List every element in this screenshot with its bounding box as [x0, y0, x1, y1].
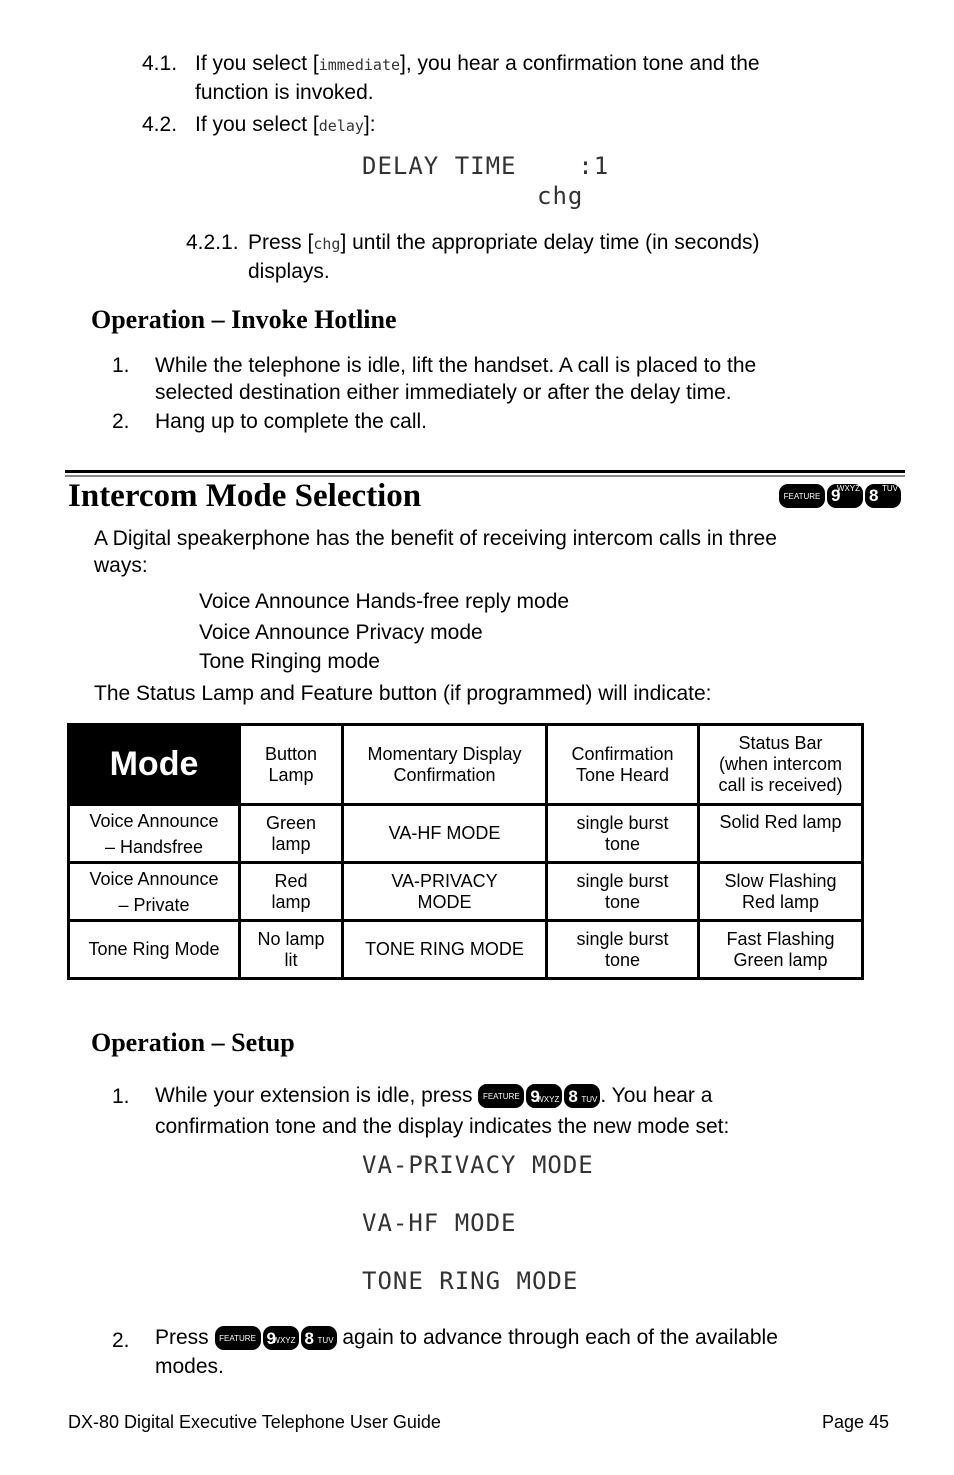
key-sequence-inline	[215, 1326, 337, 1350]
cell-button-lamp: Red lamp	[240, 863, 343, 921]
header-momentary-display: Momentary Display Confirmation	[343, 725, 547, 805]
mode-table	[67, 723, 864, 980]
status-intro: The Status Lamp and Feature button (if programmed) will indicate:	[94, 682, 712, 705]
header-button-lamp: Button Lamp	[240, 725, 343, 805]
lcd-display-va-privacy: VA-PRIVACY MODE	[362, 1151, 594, 1179]
cell-mode: Voice Announce – Handsfree	[69, 805, 240, 863]
hotline-item-2: Hang up to complete the call.	[155, 410, 427, 433]
section-rule-thin	[65, 475, 905, 477]
key-9-icon: 9 WXYZ	[827, 484, 863, 508]
lcd-option-immediate: immediate	[318, 56, 401, 74]
header-mode: Mode	[69, 725, 240, 805]
cell-mode: Tone Ring Mode	[69, 921, 240, 979]
step-4-1-text: If you select [immediate], you hear a confirmation tone and the function is invoked.	[195, 52, 760, 104]
page-number: Page 45	[822, 1412, 890, 1432]
setup-item-2-number: 2.	[112, 1329, 130, 1352]
step-4-2-text: If you select [delay]:	[195, 113, 376, 136]
cell-mode: Voice Announce – Private	[69, 863, 240, 921]
feature-key-icon: FEATURE	[779, 484, 825, 508]
cell-display: TONE RING MODE	[343, 921, 547, 979]
section-intro: A Digital speakerphone has the benefit of receiving intercom calls in three ways:	[94, 527, 777, 577]
setup-item-1-number: 1.	[112, 1085, 130, 1108]
lcd-display-tone-ring: TONE RING MODE	[362, 1267, 579, 1295]
key-8-icon: 8 TUV	[865, 484, 901, 508]
header-status-bar: Status Bar (when intercom call is received)	[699, 725, 863, 805]
cell-button-lamp: No lamp lit	[240, 921, 343, 979]
feature-key-icon: FEATURE	[478, 1084, 524, 1108]
lcd-option-delay: delay	[318, 117, 364, 135]
lcd-option-chg: chg	[313, 235, 341, 253]
mode-list-item: Voice Announce Hands-free reply mode	[199, 590, 570, 613]
key-8-icon: 8 TUV	[564, 1084, 600, 1108]
lcd-delay-line1: DELAY TIME :1	[362, 152, 610, 180]
setup-item-1: While your extension is idle, press FEATURE 9 WXYZ 8 TUV . You hear a confirmation tone and the display indicates the new mode set:	[155, 1084, 730, 1138]
section-title: Intercom Mode Selection	[68, 478, 422, 514]
step-4-2-1-text: Press [chg] until the appropriate delay time (in seconds) displays.	[248, 231, 760, 283]
cell-tone: single burst tone	[547, 863, 699, 921]
cell-status: Slow Flashing Red lamp	[699, 863, 863, 921]
mode-list-item: Tone Ringing mode	[199, 650, 380, 673]
hotline-item-1: While the telephone is idle, lift the handset. A call is placed to the selected destination either immediately or after the delay time.	[155, 354, 757, 404]
footer-title: DX-80 Digital Executive Telephone User Guide	[68, 1412, 441, 1432]
cell-tone: single burst tone	[547, 921, 699, 979]
lcd-display-va-hf: VA-HF MODE	[362, 1209, 517, 1237]
section-rule-thick	[65, 470, 905, 473]
cell-status: Solid Red lamp	[699, 805, 863, 863]
invoke-hotline-heading: Operation – Invoke Hotline	[91, 305, 397, 334]
table-row	[69, 805, 863, 863]
step-4-1	[142, 50, 177, 78]
setup-item-2: Press FEATURE 9 WXYZ 8 TUV again to advance through each of the available modes.	[155, 1326, 778, 1378]
cell-status: Fast Flashing Green lamp	[699, 921, 863, 979]
hotline-item-2-number: 2.	[112, 410, 130, 433]
hotline-item-1-number: 1.	[112, 354, 130, 377]
cell-display: VA-PRIVACY MODE	[343, 863, 547, 921]
step-number: 4.2.	[142, 113, 178, 136]
key-sequence-inline	[478, 1084, 600, 1108]
setup-heading: Operation – Setup	[91, 1028, 295, 1057]
header-confirmation-tone: Confirmation Tone Heard	[547, 725, 699, 805]
key-sequence-title	[779, 484, 901, 508]
mode-list-item: Voice Announce Privacy mode	[199, 621, 483, 644]
step-4-2	[142, 111, 177, 139]
feature-key-icon: FEATURE	[215, 1326, 261, 1350]
key-8-icon: 8 TUV	[301, 1326, 337, 1350]
step-number: 4.1.	[142, 52, 178, 75]
step-4-2-1-number: 4.2.1.	[186, 231, 239, 254]
key-9-icon: 9 WXYZ	[526, 1084, 562, 1108]
table-row	[69, 921, 863, 979]
lcd-delay-line2: chg	[537, 182, 584, 210]
cell-button-lamp: Green lamp	[240, 805, 343, 863]
table-row	[69, 863, 863, 921]
table-header-row	[69, 725, 863, 805]
cell-tone: single burst tone	[547, 805, 699, 863]
cell-display: VA-HF MODE	[343, 805, 547, 863]
key-9-icon: 9 WXYZ	[263, 1326, 299, 1350]
